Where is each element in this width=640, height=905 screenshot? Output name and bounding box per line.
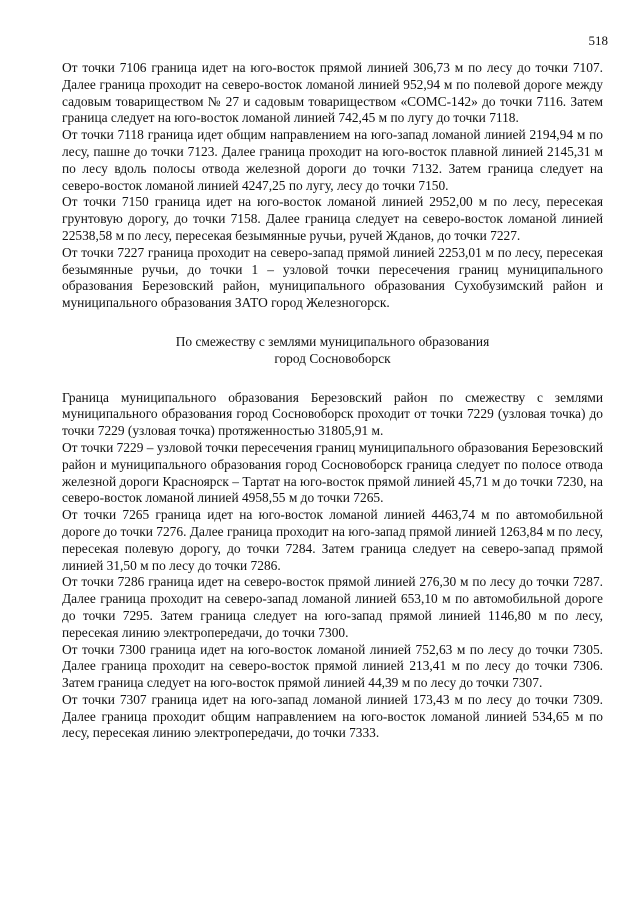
section-heading-line-1: По смежеству с землями муниципального образования xyxy=(175,333,490,349)
paragraph-point-7300: От точки 7300 граница идет на юго-восток ломаной линией 752,63 м по лесу до точки 7305. Далее граница проходит на северо-восток прямой линией 213,41 м по лесу до точки 7306. Затем граница следует на юго-восток прямой линией 44,39 м по лесу до точки 7307. xyxy=(62,641,603,691)
paragraph-point-7307: От точки 7307 граница идет на юго-запад ломаной линией 173,43 м по лесу до точки 7309. Далее граница проходит общим направлением на юго-восток ломаной линией 534,65 м по лесу, пересекая линию электропередачи, до точки 7333. xyxy=(62,691,603,741)
section-heading xyxy=(62,334,603,368)
paragraph-boundary-summary: Граница муниципального образования Березовский район по смежеству с землями муниципального образования город Сосновоборск проходит от точки 7229 (узловая точка) до точки 7229 (узловая точка) протяженностью 31805,91 м. xyxy=(62,389,603,439)
paragraph-point-7150: От точки 7150 граница идет на юго-восток ломаной линией 2952,00 м по лесу, пересекая грунтовую дорогу, до точки 7158. Далее граница следует на северо-восток ломаной линией 22538,58 м по лесу, пересекая безымянные ручьи, ручей Жданов, до точки 7227. xyxy=(62,194,603,243)
paragraph-point-7229: От точки 7229 – узловой точки пересечения границ муниципального образования Березовский район и муниципального образования город Сосновоборск граница следует по полосе отвода железной дороги Красноярск – Тартат на юго-восток прямой линией 45,71 м до точки 7230, на северо-восток ломаной линией 4958,55 м до точки 7265. xyxy=(62,439,603,506)
document-body xyxy=(62,60,603,742)
paragraph-point-7265: От точки 7265 граница идет на юго-восток ломаной линией 4463,74 м по автомобильной дороге до точки 7276. Далее граница проходит на юго-запад прямой линией 1263,84 м по лесу, пересекая полевую дорогу, до точки 7284. Затем граница следует на северо-запад прямой линией 31,50 м по лесу до точки 7286. xyxy=(62,507,603,573)
paragraph-point-7106: От точки 7106 граница идет на юго-восток прямой линией 306,73 м по лесу до точки 7107. Далее граница проходит на северо-восток ломаной линией 952,94 м по полевой дороге между садовым товариществом № 27 и садовым товариществом «СОМС-142» до точки 7116. Затем граница следует на юго-восток ломаной линией 742,45 м по лугу до точки 7118. xyxy=(62,60,603,126)
section-heading-line-2: город Сосновоборск xyxy=(274,350,391,366)
paragraph-point-7286: От точки 7286 граница идет на северо-восток прямой линией 276,30 м по лесу до точки 7287. Далее граница проходит на северо-запад ломаной линией 653,10 м по автомобильной дороге до точки 7295. Затем граница следует на юго-запад прямой линией 1146,80 м по лесу, пересекая линию электропередачи, до точки 7300. xyxy=(62,574,603,640)
page-number: 518 xyxy=(588,33,608,48)
paragraph-point-7227: От точки 7227 граница проходит на северо-запад прямой линией 2253,01 м по лесу, пересекая безымянные ручьи, до точки 1 – узловой точки пересечения границ муниципального образования Березовский район, муниципального образования Сухобузимский район и муниципального образования ЗАТО город Железногорск. xyxy=(62,244,603,311)
paragraph-point-7118: От точки 7118 граница идет общим направлением на юго-запад ломаной линией 2194,94 м по лесу, пашне до точки 7123. Далее граница проходит на юго-восток плавной линией 2145,31 м по лесу вдоль полосы отвода железной дороги до точки 7132. Затем граница следует на северо-восток ломаной линией 4247,25 по лугу, лесу до точки 7150. xyxy=(62,127,603,193)
